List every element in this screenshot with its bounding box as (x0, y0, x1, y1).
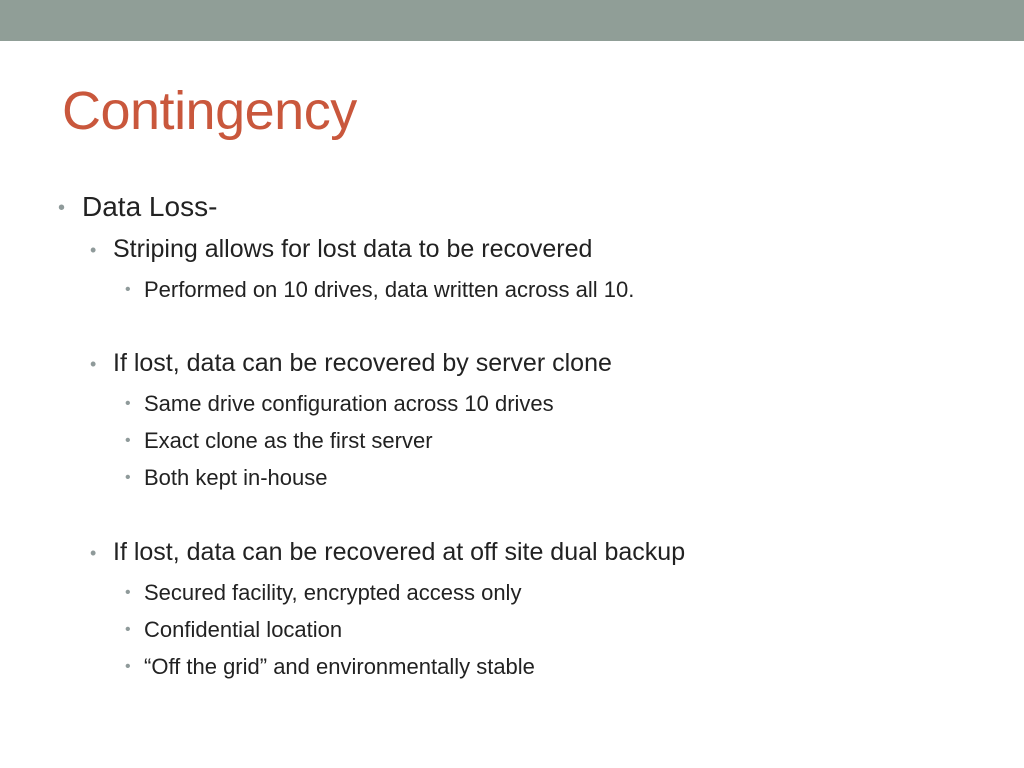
bullet-item (125, 391, 554, 417)
bullet-dot-icon: • (58, 197, 66, 219)
bullet-item (125, 428, 433, 454)
bullet-text: Exact clone as the first server (144, 428, 433, 453)
bullet-dot-icon: • (125, 281, 131, 298)
bullet-item (125, 654, 535, 680)
bullet-text: Data Loss- (82, 191, 218, 222)
bullet-text: Secured facility, encrypted access only (144, 580, 522, 605)
bullet-dot-icon: • (90, 354, 97, 374)
bullet-dot-icon: • (125, 621, 131, 638)
bullet-dot-icon: • (125, 469, 131, 486)
bullet-item (58, 191, 217, 223)
header-band (0, 0, 1024, 41)
bullet-text: Same drive configuration across 10 drives (144, 391, 554, 416)
bullet-dot-icon: • (125, 432, 131, 449)
bullet-item (125, 617, 342, 643)
bullet-dot-icon: • (90, 543, 97, 563)
bullet-item (125, 465, 327, 491)
slide-title: Contingency (62, 81, 357, 141)
bullet-item (125, 277, 634, 303)
bullet-text: “Off the grid” and environmentally stable (144, 654, 535, 679)
bullet-item (90, 235, 592, 264)
bullet-text: If lost, data can be recovered at off site dual backup (113, 538, 686, 566)
bullet-text: If lost, data can be recovered by server clone (113, 349, 612, 377)
bullet-text: Striping allows for lost data to be recovered (113, 235, 593, 263)
bullet-text: Performed on 10 drives, data written across all 10. (144, 277, 635, 302)
bullet-item (90, 349, 612, 378)
bullet-item (125, 580, 521, 606)
bullet-item (90, 538, 685, 567)
bullet-dot-icon: • (125, 395, 131, 412)
bullet-text: Both kept in-house (144, 465, 328, 490)
bullet-text: Confidential location (144, 617, 343, 642)
bullet-dot-icon: • (125, 584, 131, 601)
bullet-dot-icon: • (90, 240, 97, 260)
bullet-dot-icon: • (125, 658, 131, 675)
